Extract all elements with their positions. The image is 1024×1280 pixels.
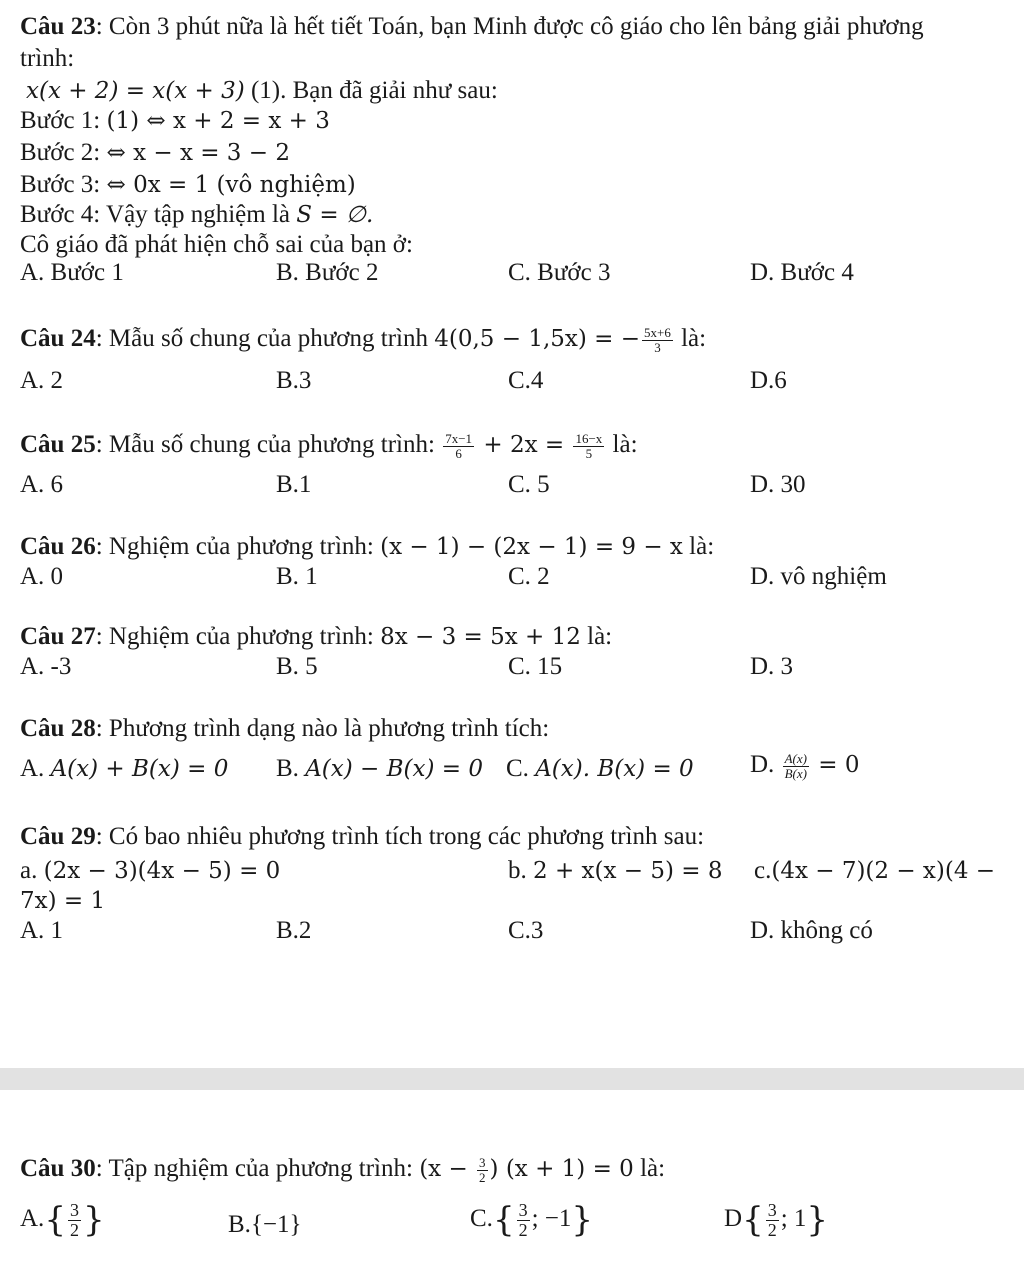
q30-option-b-label: B. [228,1211,251,1238]
q30-frac-den: 2 [479,1169,486,1185]
q30-option-d-label: D [724,1205,743,1233]
q30-option-a-open-brace: { [44,1200,66,1240]
q25-f1-den: 6 [455,445,462,461]
q26-option-a[interactable]: A. 0 [20,563,64,590]
q23-step3-label: Bước 3: [20,171,107,198]
q29-item-c-math: (4x − 7)(2 − x)(4 − [771,858,996,884]
q28-option-a-math: A(x) + B(x) = 0 [50,756,229,782]
q24-question [20,324,706,354]
q28-option-c[interactable] [506,754,694,784]
q23-line2 [20,44,74,74]
q30-option-c-den: 2 [518,1219,528,1240]
q29-item-c-cont: 7x) = 1 [20,888,106,914]
q23-option-d[interactable]: D. Bước 4 [750,259,854,286]
q27-option-d[interactable]: D. 3 [750,653,794,680]
q29-item-c-label: c. [754,857,772,884]
q23-step4-label: Bước 4: Vậy tập nghiệm là [20,201,297,228]
q24-math: 4(0,5 − 1,5x) = − [434,326,641,352]
q28-option-a[interactable] [20,754,228,784]
q23-eq-tail: (1). Bạn đã giải như sau: [244,77,498,104]
q23-text1: : Còn 3 phút nữa là hết tiết Toán, bạn Minh được cô giáo cho lên bảng giải phương [95,13,924,40]
q25-fraction-1 [443,432,474,460]
q24-option-a[interactable]: A. 2 [20,367,64,394]
q28-option-b[interactable] [276,754,483,784]
q30-option-d-fraction [766,1201,779,1240]
q29-option-d[interactable]: D. không có [750,917,873,944]
q25-fraction-2 [573,432,604,460]
q27-math: 8x − 3 = 5x + 12 [380,624,581,650]
q23-step4 [20,200,373,230]
q23-step3-math: ⇔ 0x = 1 (vô nghiệm) [106,172,356,198]
q23-eq: x(x + 2) = x(x + 3) [26,78,245,104]
q25-label: Câu 25 [20,431,96,458]
q26-option-b[interactable]: B. 1 [276,563,318,590]
q25-tail: là: [606,431,638,458]
q30-option-c-rest: ; −1 [531,1205,572,1233]
q27-option-c[interactable]: C. 15 [508,653,563,680]
q30-option-c-open-brace: { [492,1200,515,1240]
q30-option-c-label: C. [470,1205,493,1233]
q29-item-a-label: a. [20,857,44,884]
q26-question [20,532,714,562]
q23-step3 [20,170,356,200]
q30-option-b[interactable] [228,1210,302,1240]
q26-option-d[interactable]: D. vô nghiệm [750,563,887,590]
q28-text: : Phương trình dạng nào là phương trình tích: [95,715,550,742]
q29-item-a-math: (2x − 3)(4x − 5) = 0 [43,858,281,884]
q30-option-a-fraction [68,1201,81,1240]
q29-label: Câu 29 [20,823,96,850]
q26-text: : Nghiệm của phương trình: [95,533,381,560]
q24-text: : Mẫu số chung của phương trình [95,325,435,352]
q23-step2-math: ⇔ x − x = 3 − 2 [106,140,290,166]
q30-option-d-den: 2 [767,1219,777,1240]
q28-question [20,714,549,744]
q25-f2-num: 16−x [575,431,603,447]
q30-option-d-open-brace: { [742,1200,764,1240]
q25-text: : Mẫu số chung của phương trình: [95,431,442,458]
q28-option-a-label: A. [20,755,51,782]
q24-tail: là: [674,325,707,352]
q26-option-c[interactable]: C. 2 [508,563,550,590]
q27-tail: là: [580,623,613,650]
q28-option-d-label: D. [750,751,781,778]
q23-equation [26,76,498,106]
q26-tail: là: [682,533,715,560]
q25-f2-den: 5 [585,445,593,461]
q27-text: : Nghiệm của phương trình: [95,623,381,650]
q30-option-c[interactable] [470,1200,593,1241]
q23-step1-math: (1) ⇔ x + 2 = x + 3 [106,108,330,134]
q30-option-a-close-brace: } [82,1200,105,1240]
q24-option-d[interactable]: D.6 [750,367,787,394]
q29-item-b-label: b. [508,857,533,884]
q25-question [20,430,638,460]
q28-label: Câu 28 [20,715,96,742]
q23-option-c[interactable]: C. Bước 3 [508,259,611,286]
q23-step1 [20,106,330,136]
q27-label: Câu 27 [20,623,96,650]
q23-prompt-text: Cô giáo đã phát hiện chỗ sai của bạn ở: [20,231,413,258]
q24-option-b[interactable]: B.3 [276,367,312,394]
q30-option-a-den: 2 [69,1219,79,1240]
q28-option-d-fraction [783,752,809,780]
q23-label: Câu 23 [20,13,96,40]
q24-frac-num: 5x+6 [644,325,671,341]
q30-fraction [477,1156,488,1184]
q29-option-c[interactable]: C.3 [508,917,544,944]
q25-option-a[interactable]: A. 6 [20,471,64,498]
q29-question [20,822,704,852]
q30-option-c-num: 3 [518,1200,528,1221]
q27-question [20,622,612,652]
q24-frac-den: 3 [654,339,661,355]
q23-option-a[interactable]: A. Bước 1 [20,259,124,286]
q29-item-c [754,856,995,886]
q30-option-d-rest: ; 1 [780,1205,807,1233]
q23-line1 [20,12,924,42]
q28-option-d-tail: = 0 [810,752,860,778]
q28-option-d-den: B(x) [784,765,807,781]
q24-label: Câu 24 [20,325,96,352]
q30-frac-num: 3 [479,1155,486,1171]
q25-option-c[interactable]: C. 5 [508,471,550,498]
q29-item-a [20,856,280,886]
q27-option-a[interactable]: A. -3 [20,653,72,680]
q23-option-b[interactable]: B. Bước 2 [276,259,379,286]
q30-math-close: ) (x + 1) = 0 [489,1156,634,1182]
q29-item-c-continued [20,886,105,916]
q24-option-c[interactable]: C.4 [508,367,544,394]
q27-option-b[interactable]: B. 5 [276,653,318,680]
q30-option-d[interactable] [724,1200,828,1241]
q30-math-open: (x − [419,1156,476,1182]
q29-text: : Có bao nhiêu phương trình tích trong các phương trình sau: [95,823,705,850]
q29-item-b [508,856,722,886]
q29-option-b[interactable]: B.2 [276,917,312,944]
q29-option-a[interactable]: A. 1 [20,917,64,944]
q30-option-a[interactable] [20,1200,105,1241]
q30-label: Câu 30 [20,1155,96,1182]
q30-option-c-close-brace: } [571,1200,594,1240]
q29-item-b-math: 2 + x(x − 5) = 8 [533,858,723,884]
q23-text2: trình: [20,45,75,72]
q28-option-d[interactable] [750,750,859,780]
q30-option-d-close-brace: } [806,1200,829,1240]
q25-option-b[interactable]: B.1 [276,471,312,498]
q30-option-b-set: {−1} [250,1211,302,1238]
q30-text: : Tập nghiệm của phương trình: [95,1155,420,1182]
q30-tail: là: [633,1155,666,1182]
q23-step2 [20,138,290,168]
q23-prompt [20,230,413,260]
q30-option-a-label: A. [20,1205,45,1233]
q30-question [20,1154,665,1184]
q28-option-b-label: B. [276,755,306,782]
q28-option-c-math: A(x). B(x) = 0 [535,756,694,782]
q25-option-d[interactable]: D. 30 [750,471,806,498]
q30-option-d-num: 3 [767,1200,777,1221]
q25-f1-num: 7x−1 [445,431,473,447]
q30-option-a-num: 3 [69,1200,79,1221]
q23-step2-label: Bước 2: [20,139,107,166]
q24-fraction [642,326,673,354]
q30-option-c-fraction [517,1201,530,1240]
q23-step1-label: Bước 1: [20,107,107,134]
q28-option-b-math: A(x) − B(x) = 0 [305,756,483,782]
page-separator [0,1068,1024,1090]
q26-label: Câu 26 [20,533,96,560]
q23-step4-math: S = ∅. [296,202,374,228]
q28-option-d-num: A(x) [784,751,807,767]
q26-math: (x − 1) − (2x − 1) = 9 − x [380,534,683,560]
q25-mid: + 2x = [476,432,572,458]
q28-option-c-label: C. [506,755,536,782]
